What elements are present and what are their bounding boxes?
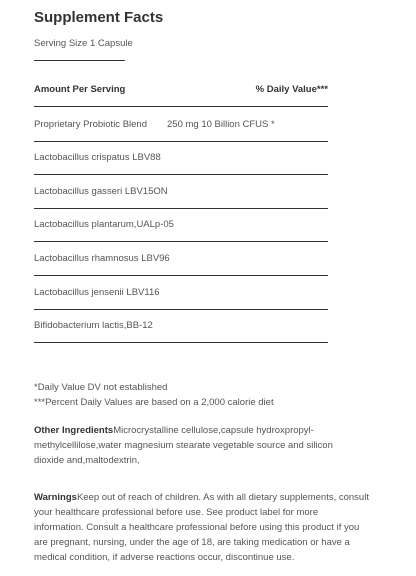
ingredient-name: Bifidobacterium lactis,BB-12 [34, 320, 153, 331]
ingredient-name: Lactobacillus crispatus LBV88 [34, 152, 161, 163]
serving-size: Serving Size 1 Capsule [34, 38, 133, 49]
row-divider [34, 141, 328, 142]
serving-divider [34, 60, 125, 61]
ingredient-name: Lactobacillus rhamnosus LBV96 [34, 253, 170, 264]
table-row [34, 320, 328, 331]
row-divider [34, 342, 328, 343]
page-title: Supplement Facts [34, 9, 164, 26]
ingredient-name: Lactobacillus gasseri LBV15ON [34, 186, 168, 197]
header-divider [34, 106, 328, 107]
ingredient-name: Lactobacillus jensenii LBV116 [34, 287, 160, 298]
daily-value-header: % Daily Value*** [255, 84, 328, 95]
table-row [34, 219, 328, 230]
footnote-daily-value: *Daily Value DV not established [34, 382, 168, 393]
row-divider [34, 208, 328, 209]
warnings-label: Warnings [34, 492, 77, 503]
table-header [34, 84, 328, 95]
footnote-calorie-diet: ***Percent Daily Values are based on a 2,000 calorie diet [34, 397, 274, 408]
other-ingredients-text: Microcrystalline cellulose,capsule hydroxpropyl-methylcellilose,water magnesium stearate vegetable source and silicon dioxide and,maltodextrin, [34, 425, 333, 466]
row-divider [34, 174, 328, 175]
amount-per-serving-header: Amount Per Serving [34, 84, 126, 95]
warnings [34, 490, 370, 565]
ingredient-amount: 250 mg 10 Billion CFUS * [167, 119, 275, 130]
ingredient-name: Lactobacillus plantarum,UALp-05 [34, 219, 174, 230]
warnings-text: Keep out of reach of children. As with all dietary supplements, consult your healthcare professional before use. See product label for more information. Consult a healthcare professional before using this product if you are pregnant, nursing, under the age of 18, are taking medication or have a medical condition, if adverse reactions occur, discontinue use. [34, 492, 369, 563]
row-divider [34, 309, 328, 310]
footnotes [34, 380, 334, 410]
table-row [34, 287, 328, 298]
table-row [34, 152, 328, 163]
row-divider [34, 275, 328, 276]
table-row [34, 186, 328, 197]
table-row [34, 253, 328, 264]
row-divider [34, 241, 328, 242]
other-ingredients [34, 423, 364, 468]
table-row [34, 119, 328, 130]
ingredient-name: Proprietary Probiotic Blend [34, 119, 147, 130]
other-ingredients-label: Other Ingredients [34, 425, 114, 436]
